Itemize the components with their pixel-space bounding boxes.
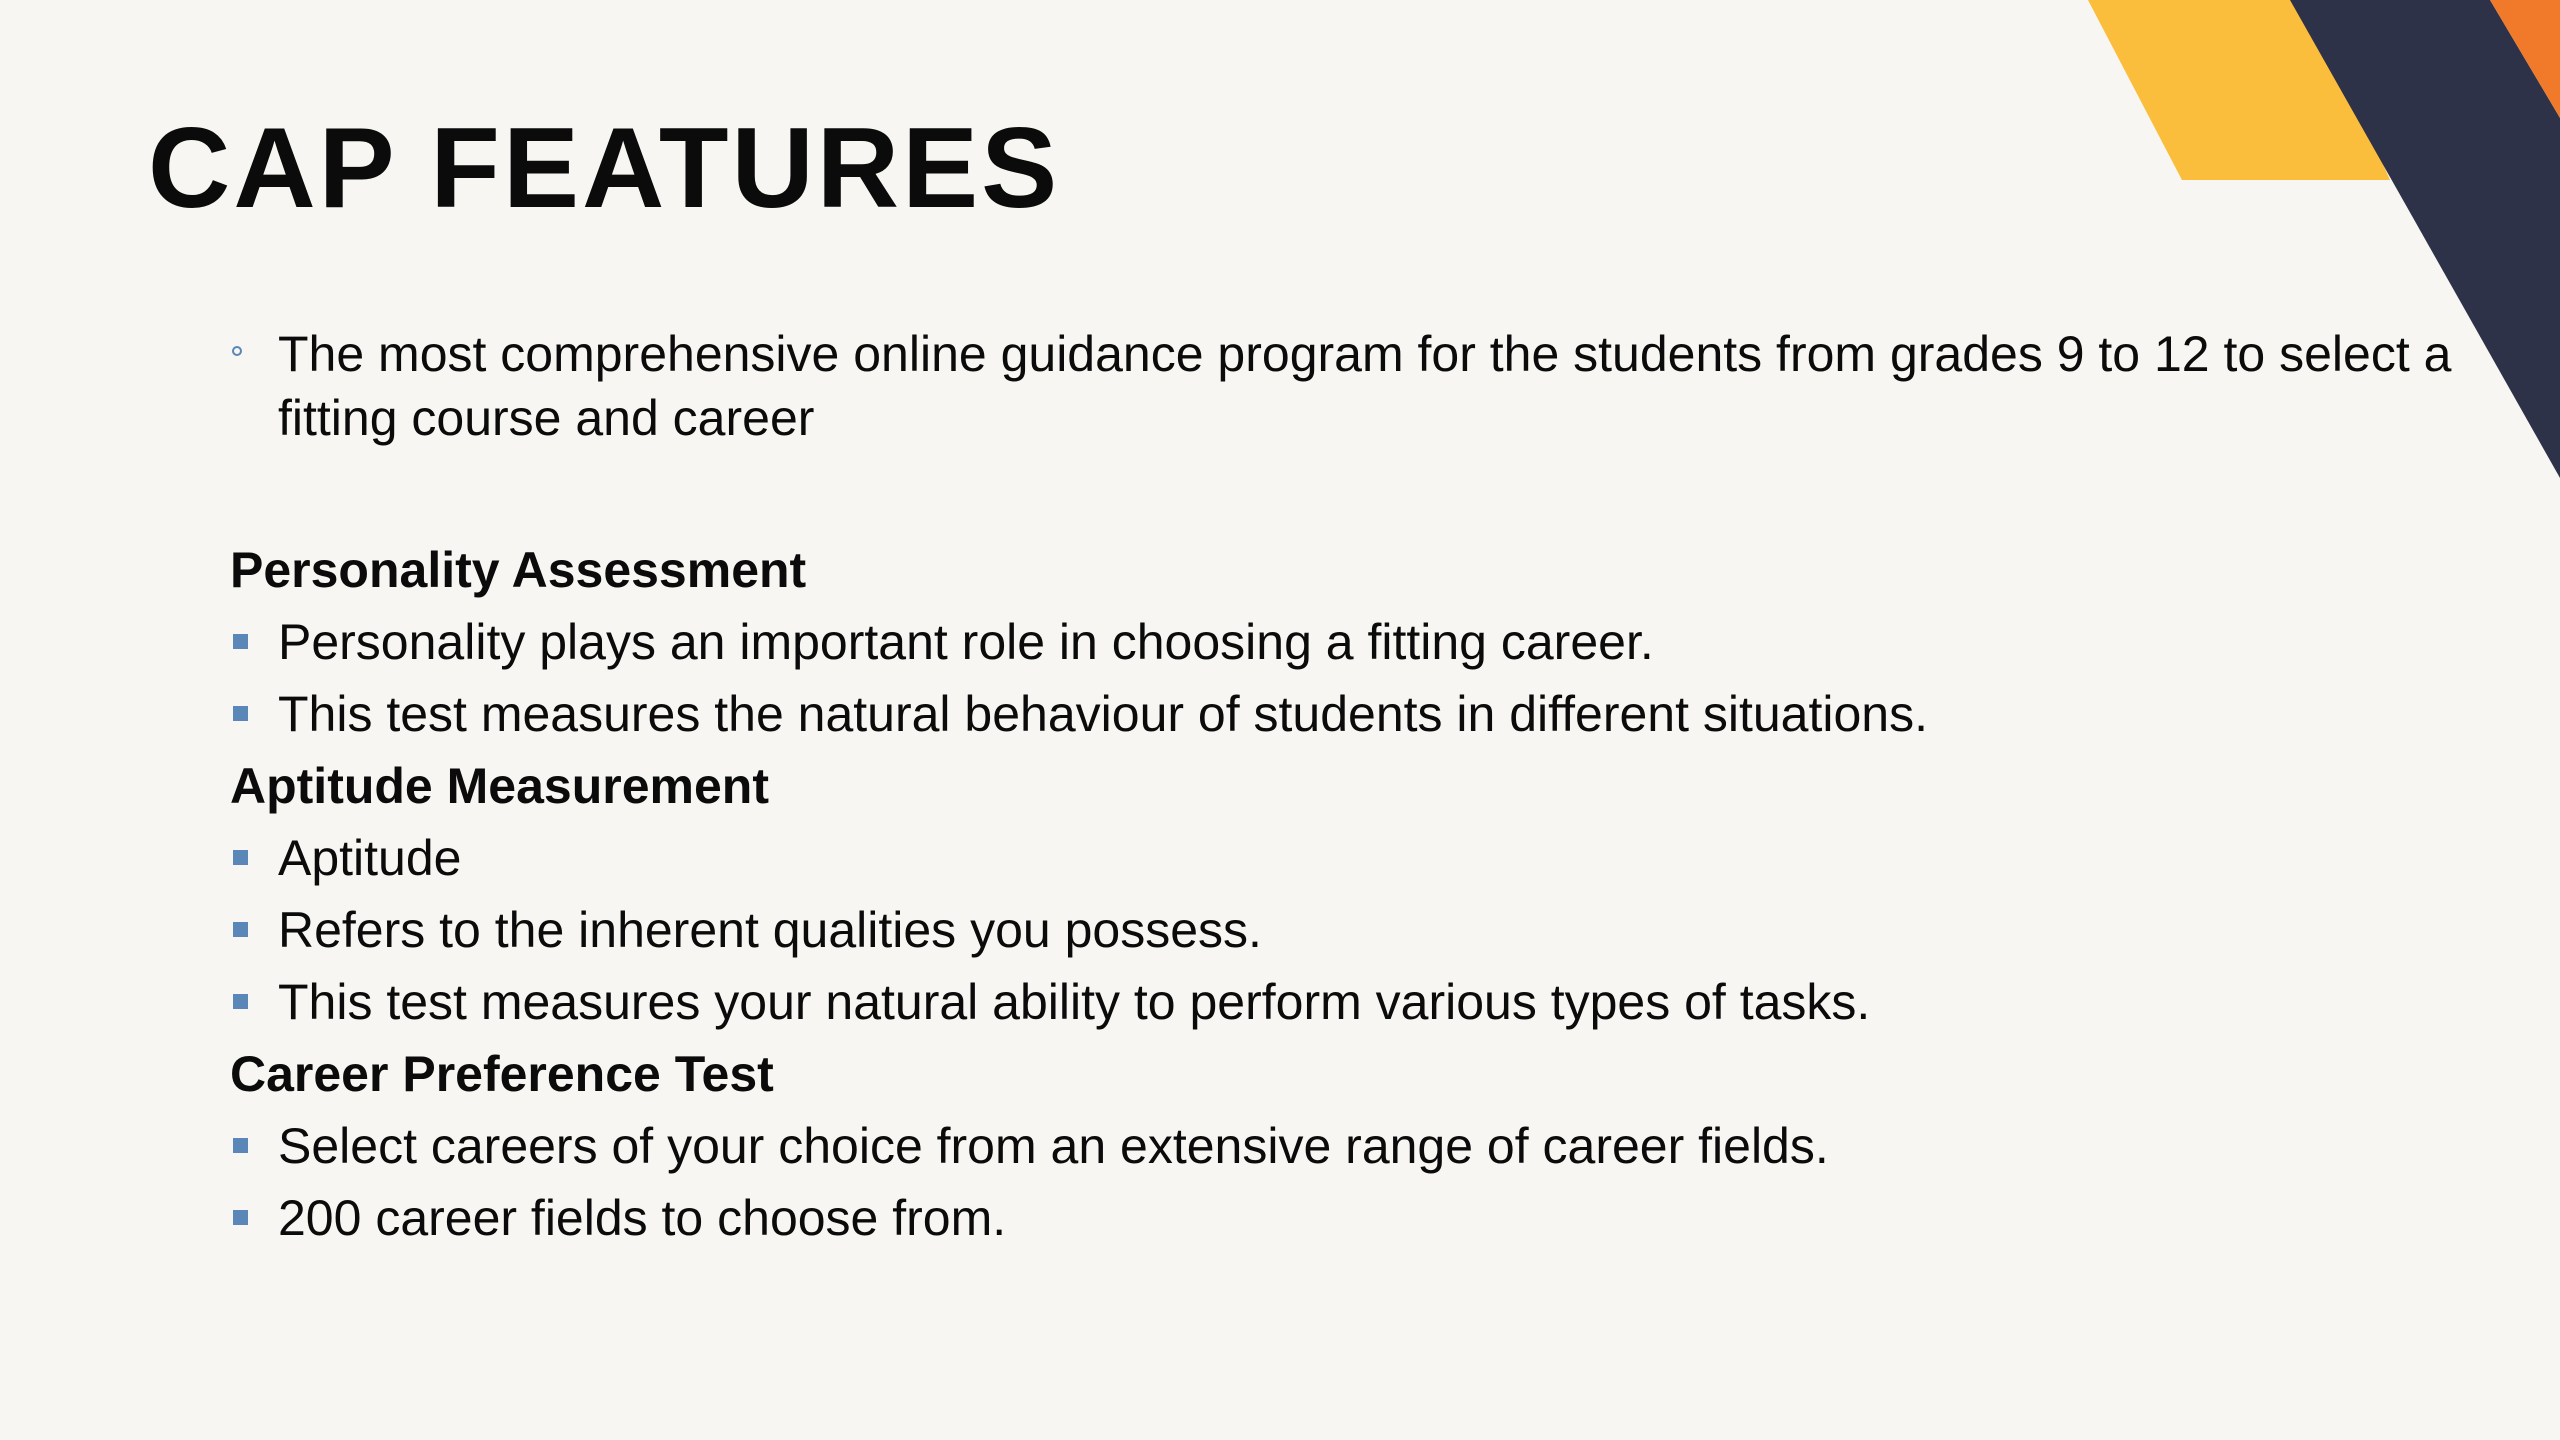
slide-title: CAP FEATURES <box>148 105 1061 232</box>
list-item-text: 200 career fields to choose from. <box>278 1190 1007 1246</box>
section-career-preference <box>230 1038 2430 1254</box>
section-personality <box>230 534 2430 750</box>
intro-text: The most comprehensive online guidance program for the students from grades 9 to 12 to select a fitting course and career <box>278 326 2452 446</box>
list-item <box>230 966 2430 1038</box>
ring-bullet-icon <box>232 346 242 356</box>
list-item-text: This test measures your natural ability to perform various types of tasks. <box>278 974 1871 1030</box>
section-aptitude <box>230 750 2430 1038</box>
list-item <box>230 1182 2430 1254</box>
slide-content <box>230 322 2452 1254</box>
square-bullet-icon <box>233 850 248 865</box>
square-bullet-icon <box>233 634 248 649</box>
intro-bullet <box>230 322 2458 450</box>
list-item <box>230 1110 2430 1182</box>
section-heading: Career Preference Test <box>230 1046 774 1102</box>
list-item-text: Refers to the inherent qualities you possess. <box>278 902 1262 958</box>
list-item-text: Select careers of your choice from an extensive range of career fields. <box>278 1118 1829 1174</box>
square-bullet-icon <box>233 994 248 1009</box>
list-item-text: This test measures the natural behaviour of students in different situations. <box>278 686 1928 742</box>
square-bullet-icon <box>233 706 248 721</box>
list-item <box>230 678 2430 750</box>
square-bullet-icon <box>233 922 248 937</box>
square-bullet-icon <box>233 1210 248 1225</box>
list-item <box>230 822 2430 894</box>
list-item <box>230 606 2430 678</box>
list-item-text: Personality plays an important role in choosing a fitting career. <box>278 614 1654 670</box>
section-heading: Aptitude Measurement <box>230 758 769 814</box>
square-bullet-icon <box>233 1138 248 1153</box>
list-item <box>230 894 2430 966</box>
section-heading: Personality Assessment <box>230 542 807 598</box>
list-item-text: Aptitude <box>278 830 462 886</box>
